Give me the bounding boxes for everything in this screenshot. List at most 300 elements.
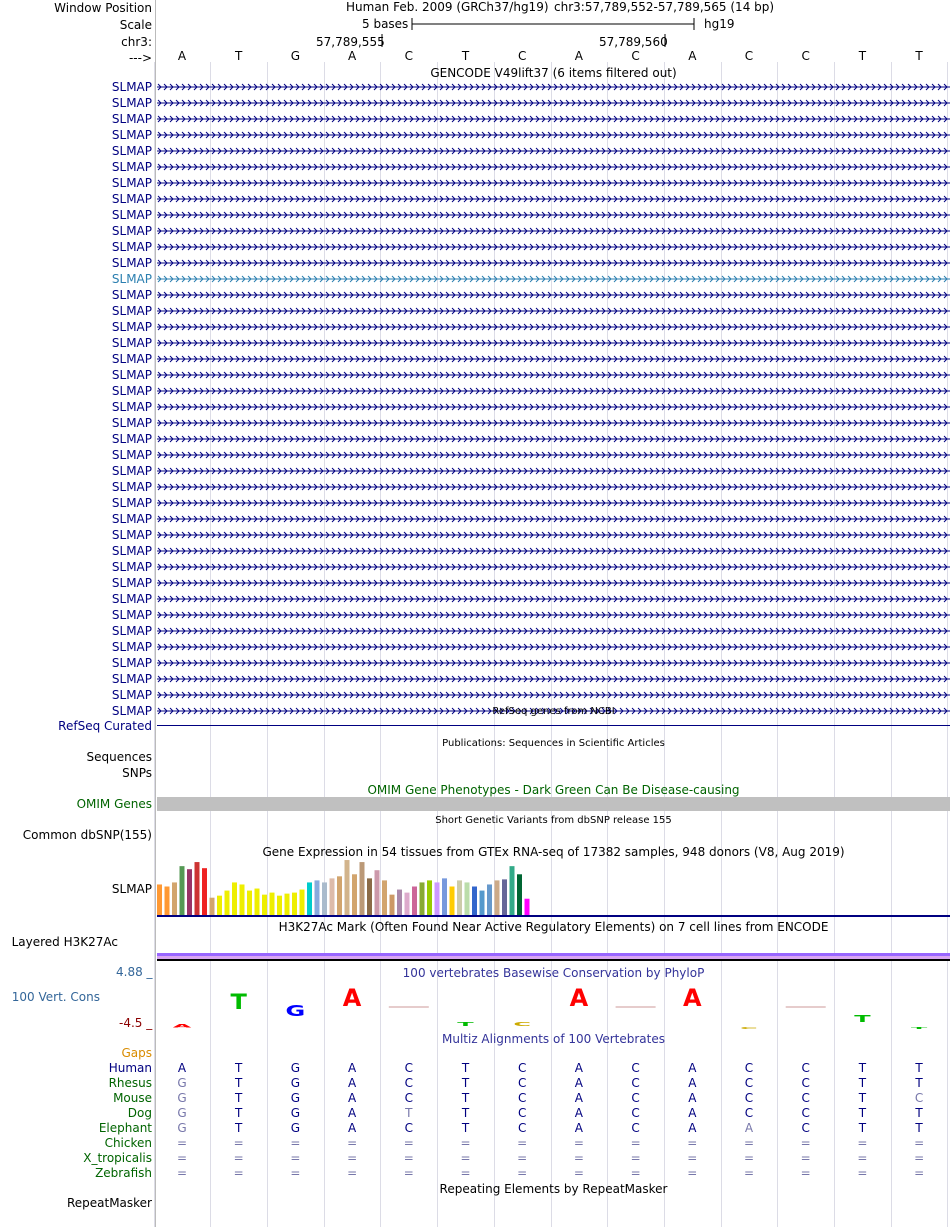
alignment-base: A xyxy=(688,1106,697,1120)
gtex-bar xyxy=(255,889,260,915)
alignment-base: = xyxy=(687,1151,698,1165)
gencode-transcript[interactable] xyxy=(157,288,950,302)
gtex-bar xyxy=(187,869,192,915)
repeatmasker-label[interactable]: RepeatMasker xyxy=(66,1196,152,1210)
scale-text: 5 bases xyxy=(362,17,409,31)
gencode-item-label[interactable]: SLMAP xyxy=(111,320,152,334)
gtex-bar xyxy=(157,884,162,915)
gencode-transcript[interactable] xyxy=(157,336,950,350)
gtex-bar xyxy=(420,882,425,915)
alignment-base: = xyxy=(517,1136,528,1150)
alignment-base: C xyxy=(517,1061,527,1075)
alignment-base: = xyxy=(176,1136,188,1150)
alignment-base: G xyxy=(290,1106,301,1120)
gtex-bar xyxy=(300,890,305,915)
gencode-item-label[interactable]: SLMAP xyxy=(111,544,152,558)
gencode-item-label[interactable]: SLMAP xyxy=(111,160,152,174)
gencode-item-label[interactable]: SLMAP xyxy=(111,464,152,478)
alignment-base: T xyxy=(461,1076,470,1090)
alignment-base: T xyxy=(858,1106,867,1120)
gencode-transcript[interactable] xyxy=(157,352,950,366)
phylop-letter: A xyxy=(342,984,362,1012)
alignment-base: T xyxy=(915,1106,923,1120)
alignment-base: G xyxy=(290,1091,301,1105)
snps-label[interactable]: SNPs xyxy=(122,766,152,780)
gencode-transcript[interactable] xyxy=(157,608,950,622)
gencode-transcript[interactable] xyxy=(157,576,950,590)
gtex-bar xyxy=(165,887,170,916)
gencode-item-label[interactable]: SLMAP xyxy=(111,128,152,142)
gencode-transcript[interactable] xyxy=(157,112,950,126)
gtex-bar xyxy=(442,878,447,915)
gencode-item-label[interactable]: SLMAP xyxy=(111,304,152,318)
phylop-letter: T xyxy=(457,1021,474,1028)
alignment-base: = xyxy=(290,1151,301,1165)
gtex-bar xyxy=(330,878,335,915)
gtex-bar xyxy=(412,887,417,916)
alignment-base: C xyxy=(914,1091,924,1105)
alignment-base: T xyxy=(235,1091,243,1105)
gtex-title: Gene Expression in 54 tissues from GTEx RNA-seq of 17382 samples, 948 donors (V8, Aug 2019) xyxy=(262,845,845,859)
alignment-base: G xyxy=(177,1121,187,1135)
gtex-bar xyxy=(450,887,455,916)
omim-title: OMIM Gene Phenotypes - Dark Green Can Be Disease-causing xyxy=(367,783,740,797)
gencode-item-label[interactable]: SLMAP xyxy=(111,416,152,430)
gtex-bar xyxy=(525,899,530,915)
gencode-item-label[interactable]: SLMAP xyxy=(111,144,152,158)
species-label[interactable]: Elephant xyxy=(98,1121,152,1135)
window-position-label: Window Position xyxy=(54,1,152,15)
gencode-item-label[interactable]: SLMAP xyxy=(111,432,152,446)
gencode-item-label[interactable]: SLMAP xyxy=(111,384,152,398)
alignment-base: T xyxy=(858,1121,867,1135)
alignment-base: C xyxy=(404,1121,413,1135)
alignment-base: = xyxy=(176,1166,188,1180)
gtex-bar xyxy=(502,879,507,915)
sequence-base: C xyxy=(517,49,527,63)
gaps-label[interactable]: Gaps xyxy=(121,1046,152,1060)
gencode-transcript[interactable] xyxy=(157,128,950,142)
coord-ticks xyxy=(380,34,670,48)
gencode-transcript[interactable] xyxy=(157,272,950,286)
repeatmasker-title: Repeating Elements by RepeatMasker xyxy=(439,1182,668,1196)
dbsnp-label[interactable]: Common dbSNP(155) xyxy=(22,828,152,842)
gencode-item-label[interactable]: SLMAP xyxy=(111,208,152,222)
db-label: hg19 xyxy=(704,17,735,31)
gtex-bar xyxy=(405,893,410,915)
refseq-label[interactable]: RefSeq Curated xyxy=(58,719,152,733)
gencode-transcript[interactable] xyxy=(157,528,950,542)
alignment-base: = xyxy=(630,1136,641,1150)
alignment-base: = xyxy=(347,1151,358,1165)
alignment-base: A xyxy=(347,1121,357,1135)
alignment-base: T xyxy=(235,1061,243,1075)
alignment-base: G xyxy=(177,1091,187,1105)
gencode-item-label[interactable]: SLMAP xyxy=(111,192,152,206)
alignment-base: A xyxy=(347,1091,357,1105)
coord-label-1: 57,789,555 xyxy=(316,35,385,49)
alignment-base: C xyxy=(801,1091,810,1105)
alignment-base: T xyxy=(461,1121,470,1135)
alignment-base: = xyxy=(743,1136,755,1150)
gencode-item-label[interactable]: SLMAP xyxy=(111,112,152,126)
gtex-bar xyxy=(180,866,185,915)
gencode-item-label[interactable]: SLMAP xyxy=(111,528,152,542)
gencode-transcript[interactable] xyxy=(157,512,950,526)
gencode-item-label[interactable]: SLMAP xyxy=(111,640,152,654)
phylop-min-label: -4.5 _ xyxy=(119,1016,153,1030)
gencode-transcript[interactable] xyxy=(157,544,950,558)
alignment-base: = xyxy=(290,1166,301,1180)
alignment-base: = xyxy=(460,1136,471,1150)
alignment-base: = xyxy=(517,1151,528,1165)
gencode-item-label[interactable]: SLMAP xyxy=(111,256,152,270)
alignment-base: C xyxy=(517,1106,527,1120)
gtex-bar xyxy=(345,860,350,915)
alignment-base: C xyxy=(801,1121,810,1135)
alignment-base: A xyxy=(744,1121,754,1135)
gencode-transcript[interactable] xyxy=(157,496,950,510)
alignment-base: = xyxy=(460,1151,471,1165)
sequence-base: C xyxy=(801,49,810,63)
alignment-base: T xyxy=(461,1091,470,1105)
alignment-base: = xyxy=(403,1166,414,1180)
alignment-base: A xyxy=(574,1076,583,1090)
gencode-item-label[interactable]: SLMAP xyxy=(111,336,152,350)
sequence-base: C xyxy=(404,49,413,63)
gencode-item-label[interactable]: SLMAP xyxy=(111,608,152,622)
gtex-bar-chart[interactable] xyxy=(157,858,950,917)
alignment-base: A xyxy=(574,1106,583,1120)
alignment-base: C xyxy=(631,1061,640,1075)
sequence-base: T xyxy=(461,49,470,63)
alignment-base: A xyxy=(574,1061,583,1075)
h3k27ac-title: H3K27Ac Mark (Often Found Near Active Regulatory Elements) on 7 cell lines from ENCODE xyxy=(278,920,829,934)
alignment-base: A xyxy=(688,1061,697,1075)
sequence-base: T xyxy=(235,49,243,63)
gencode-transcript[interactable] xyxy=(157,560,950,574)
alignment-base: T xyxy=(858,1091,867,1105)
alignment-base: T xyxy=(858,1061,867,1075)
refseq-title: RefSeq genes from NCBI xyxy=(492,706,615,717)
alignment-base: = xyxy=(176,1151,188,1165)
sequence-base: A xyxy=(177,49,187,63)
phylop-letter: C xyxy=(740,1026,758,1030)
alignment-base: = xyxy=(914,1151,925,1165)
sequence-base: A xyxy=(574,49,583,63)
gtex-bar xyxy=(285,894,290,915)
gtex-bar xyxy=(307,882,312,915)
gencode-item-label[interactable]: SLMAP xyxy=(111,368,152,382)
alignment-base: = xyxy=(857,1136,868,1150)
species-label[interactable]: Zebrafish xyxy=(95,1166,152,1180)
phylop-max-label: 4.88 _ xyxy=(116,965,153,979)
alignment-base: = xyxy=(857,1166,868,1180)
position-text: chr3:57,789,552-57,789,565 (14 bp) xyxy=(554,0,775,14)
gtex-bar xyxy=(480,891,485,915)
gtex-bar xyxy=(315,880,320,915)
species-label[interactable]: Mouse xyxy=(113,1091,152,1105)
omim-bar[interactable] xyxy=(157,797,950,811)
gencode-transcript[interactable] xyxy=(157,96,950,110)
alignment-base: = xyxy=(517,1166,528,1180)
alignment-base: = xyxy=(347,1136,358,1150)
gtex-bar xyxy=(397,890,402,915)
gtex-bar xyxy=(240,884,245,915)
alignment-base: C xyxy=(801,1106,810,1120)
alignment-base: C xyxy=(744,1076,754,1090)
alignment-base: C xyxy=(404,1061,413,1075)
phylop-letter: T xyxy=(854,1013,871,1025)
phylop-letter: C xyxy=(513,1021,532,1028)
sequence-base: T xyxy=(858,49,867,63)
alignment-base: = xyxy=(233,1151,244,1165)
gencode-transcript[interactable] xyxy=(157,688,950,702)
gencode-item-label[interactable]: SLMAP xyxy=(111,560,152,574)
gtex-bar xyxy=(247,891,252,915)
sequence-base: G xyxy=(290,49,301,63)
alignment-base: G xyxy=(177,1106,187,1120)
gencode-transcript[interactable] xyxy=(157,448,950,462)
gencode-item-label[interactable]: SLMAP xyxy=(111,656,152,670)
gtex-bar xyxy=(225,891,230,915)
gencode-transcript[interactable] xyxy=(157,384,950,398)
gtex-bar xyxy=(360,862,365,915)
gencode-item-label[interactable]: SLMAP xyxy=(111,512,152,526)
grid-line xyxy=(154,62,155,1227)
sequence-base: A xyxy=(688,49,697,63)
alignment-base: A xyxy=(574,1091,583,1105)
gencode-transcript[interactable] xyxy=(157,224,950,238)
alignment-base: = xyxy=(403,1151,414,1165)
gencode-transcript[interactable] xyxy=(157,592,950,606)
alignment-base: A xyxy=(347,1076,357,1090)
alignment-base: G xyxy=(290,1121,301,1135)
gtex-bar xyxy=(457,880,462,915)
gencode-item-label[interactable]: SLMAP xyxy=(111,400,152,414)
alignment-base: C xyxy=(744,1061,754,1075)
alignment-base: C xyxy=(631,1091,640,1105)
phylop-letter: T xyxy=(230,990,247,1015)
alignment-base: C xyxy=(801,1061,810,1075)
gencode-item-label[interactable]: SLMAP xyxy=(111,576,152,590)
gencode-transcript[interactable] xyxy=(157,144,950,158)
alignment-base: G xyxy=(290,1061,301,1075)
scale-label: Scale xyxy=(119,18,152,32)
gencode-transcript[interactable] xyxy=(157,368,950,382)
alignment-base: = xyxy=(914,1166,925,1180)
label-divider xyxy=(155,0,156,1227)
gencode-item-label[interactable]: SLMAP xyxy=(111,496,152,510)
alignment-base: A xyxy=(347,1106,357,1120)
gencode-transcript[interactable] xyxy=(157,160,950,174)
sequence-base: A xyxy=(347,49,357,63)
gencode-item-label[interactable]: SLMAP xyxy=(111,96,152,110)
gencode-transcript[interactable] xyxy=(157,320,950,334)
alignment-base: = xyxy=(800,1166,811,1180)
gencode-item-label[interactable]: SLMAP xyxy=(111,448,152,462)
gencode-transcript[interactable] xyxy=(157,176,950,190)
alignment-base: = xyxy=(573,1136,584,1150)
alignment-base: = xyxy=(743,1166,755,1180)
alignment-base: = xyxy=(573,1166,584,1180)
alignment-base: C xyxy=(517,1091,527,1105)
dbsnp-title: Short Genetic Variants from dbSNP release 155 xyxy=(435,815,672,826)
gtex-bar xyxy=(510,866,515,915)
alignment-base: A xyxy=(177,1061,187,1075)
gtex-bar xyxy=(487,884,492,915)
gencode-transcript[interactable] xyxy=(157,672,950,686)
gtex-bar xyxy=(232,882,237,915)
gtex-bar xyxy=(375,870,380,915)
alignment-base: = xyxy=(857,1151,868,1165)
gtex-bar xyxy=(172,882,177,915)
gencode-item-label[interactable]: SLMAP xyxy=(111,624,152,638)
alignment-base: = xyxy=(630,1166,641,1180)
alignment-base: G xyxy=(290,1076,301,1090)
alignment-base: T xyxy=(235,1106,243,1120)
multiz-title: Multiz Alignments of 100 Vertebrates xyxy=(441,1032,666,1046)
gtex-bar xyxy=(472,887,477,916)
alignment-base: T xyxy=(461,1106,470,1120)
gtex-bar xyxy=(277,896,282,915)
refseq-line[interactable] xyxy=(157,725,950,726)
gencode-item-label[interactable]: SLMAP xyxy=(111,240,152,254)
sequence-base: C xyxy=(631,49,640,63)
sequence-base: C xyxy=(744,49,754,63)
gtex-bar xyxy=(337,876,342,915)
gencode-transcript[interactable] xyxy=(157,640,950,654)
species-label[interactable]: Rhesus xyxy=(108,1076,152,1090)
gencode-title: GENCODE V49lift37 (6 items filtered out) xyxy=(430,66,677,80)
alignment-base: G xyxy=(177,1076,187,1090)
alignment-base: = xyxy=(403,1136,414,1150)
gtex-bar xyxy=(352,874,357,915)
gtex-bar xyxy=(435,882,440,915)
gencode-transcript[interactable] xyxy=(157,80,950,94)
gencode-transcript[interactable] xyxy=(157,464,950,478)
publications-title: Publications: Sequences in Scientific Articles xyxy=(442,738,665,749)
species-label[interactable]: Dog xyxy=(127,1106,152,1120)
phylop-letter: A xyxy=(683,984,702,1012)
alignment-base: = xyxy=(347,1166,358,1180)
gencode-item-label[interactable]: SLMAP xyxy=(111,80,152,94)
species-label[interactable]: X_tropicalis xyxy=(83,1151,152,1165)
alignment-base: T xyxy=(235,1076,243,1090)
gencode-transcript[interactable] xyxy=(157,400,950,414)
alignment-base: = xyxy=(914,1136,925,1150)
phylop-letter: T xyxy=(910,1026,928,1030)
species-label[interactable]: Human xyxy=(108,1061,152,1075)
gencode-item-label[interactable]: SLMAP xyxy=(111,480,152,494)
alignment-base: = xyxy=(290,1136,301,1150)
gencode-transcript[interactable] xyxy=(157,208,950,222)
alignment-base: = xyxy=(233,1166,244,1180)
gencode-item-label[interactable]: SLMAP xyxy=(111,688,152,702)
alignment-base: T xyxy=(915,1061,923,1075)
gencode-transcript[interactable] xyxy=(157,416,950,430)
alignment-base: A xyxy=(688,1091,697,1105)
gtex-bar xyxy=(262,895,267,915)
gtex-bar xyxy=(195,862,200,915)
gencode-transcript[interactable] xyxy=(157,432,950,446)
phylop-label[interactable]: 100 Vert. Cons xyxy=(11,990,100,1004)
alignment-base: = xyxy=(743,1151,755,1165)
alignment-base: = xyxy=(800,1136,811,1150)
alignment-base: = xyxy=(573,1151,584,1165)
gencode-item-label[interactable]: SLMAP xyxy=(111,176,152,190)
gtex-label[interactable]: SLMAP xyxy=(111,882,152,896)
gtex-bar xyxy=(322,882,327,915)
gencode-item-label[interactable]: SLMAP xyxy=(111,672,152,686)
gencode-transcript[interactable] xyxy=(157,256,950,270)
alignment-base: C xyxy=(744,1106,754,1120)
alignment-base: A xyxy=(688,1076,697,1090)
gencode-item-label[interactable]: SLMAP xyxy=(111,352,152,366)
gencode-transcript[interactable] xyxy=(157,656,950,670)
species-label[interactable]: Chicken xyxy=(104,1136,152,1150)
scale-bar xyxy=(410,17,700,31)
gtex-bar xyxy=(465,882,470,915)
h3k27ac-label[interactable]: Layered H3K27Ac xyxy=(11,935,118,949)
alignment-base: T xyxy=(235,1121,243,1135)
gtex-bar xyxy=(367,878,372,915)
alignment-base: T xyxy=(915,1121,923,1135)
sequences-label[interactable]: Sequences xyxy=(86,750,152,764)
h3k27ac-band-3[interactable] xyxy=(157,959,950,961)
alignment-base: T xyxy=(461,1061,470,1075)
gencode-item-label[interactable]: SLMAP xyxy=(111,272,152,286)
alignment-base: A xyxy=(574,1121,583,1135)
gtex-bar xyxy=(427,880,432,915)
alignment-base: C xyxy=(631,1121,640,1135)
gencode-item-label[interactable]: SLMAP xyxy=(111,592,152,606)
alignment-base: C xyxy=(631,1106,640,1120)
gencode-transcript[interactable] xyxy=(157,624,950,638)
gtex-bar xyxy=(390,895,395,915)
gencode-item-label[interactable]: SLMAP xyxy=(111,704,152,718)
gencode-transcript[interactable] xyxy=(157,304,950,318)
alignment-base: = xyxy=(687,1166,698,1180)
strand-label: ---> xyxy=(128,51,152,65)
phylop-letter: A xyxy=(569,984,589,1012)
gtex-bar xyxy=(382,880,387,915)
gencode-transcript[interactable] xyxy=(157,240,950,254)
gtex-bar xyxy=(495,880,500,915)
assembly-title: Human Feb. 2009 (GRCh37/hg19) xyxy=(346,0,549,14)
gtex-bar xyxy=(202,868,207,915)
phylop-logo[interactable] xyxy=(157,980,950,1030)
gencode-transcript[interactable] xyxy=(157,192,950,206)
gtex-bar xyxy=(292,893,297,915)
gtex-bar xyxy=(517,874,522,915)
coord-label-2: 57,789,560 xyxy=(599,35,668,49)
phylop-letter: A xyxy=(172,1024,192,1029)
alignment-base: C xyxy=(404,1076,413,1090)
alignment-base: T xyxy=(405,1106,413,1120)
omim-label[interactable]: OMIM Genes xyxy=(76,797,152,811)
alignment-base: = xyxy=(687,1136,698,1150)
gencode-item-label[interactable]: SLMAP xyxy=(111,224,152,238)
alignment-base: A xyxy=(347,1061,357,1075)
gencode-item-label[interactable]: SLMAP xyxy=(111,288,152,302)
alignment-base: C xyxy=(631,1076,640,1090)
phylop-letter: G xyxy=(285,1002,306,1020)
alignment-base: = xyxy=(800,1151,811,1165)
alignment-base: C xyxy=(801,1076,810,1090)
gencode-transcript[interactable] xyxy=(157,480,950,494)
alignment-base: A xyxy=(688,1121,697,1135)
